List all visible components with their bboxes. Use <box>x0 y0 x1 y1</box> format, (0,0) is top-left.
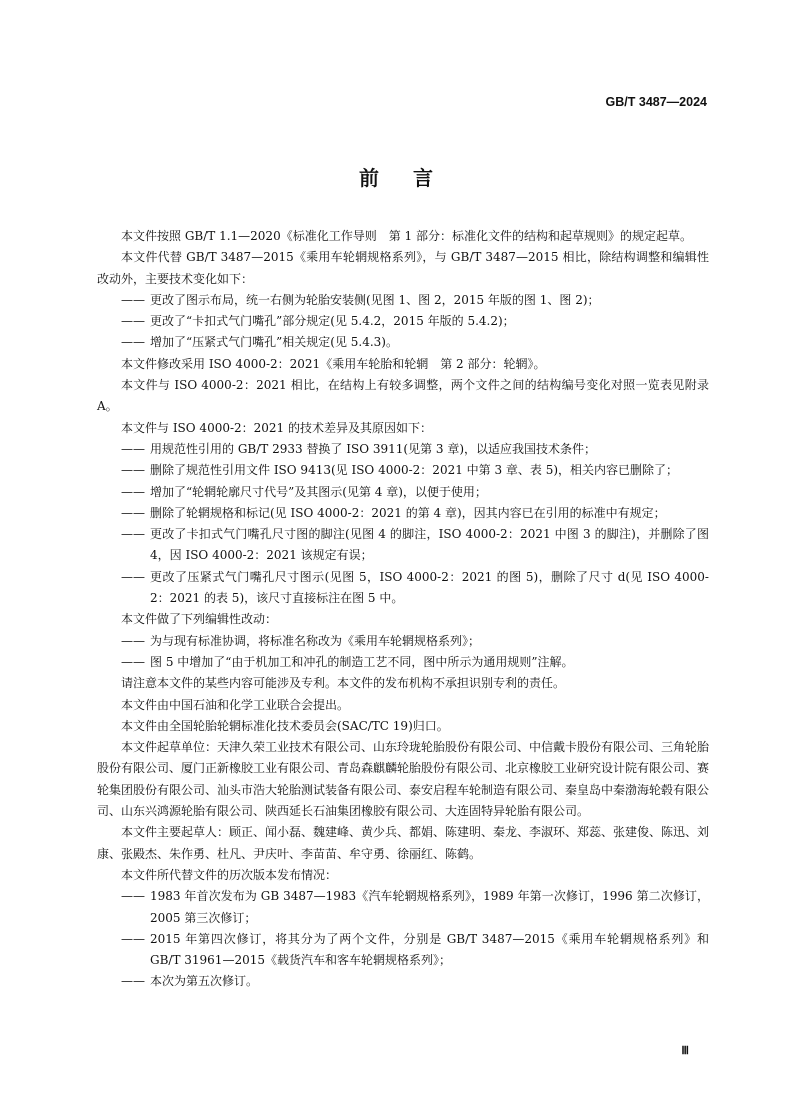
list-item-text: 2015 年第四次修订，将其分为了两个文件，分别是 GB/T 3487—2015《乘用车轮辋规格系列》和 GB/T 31961—2015《载货汽车和客车轮辋规格系列》； <box>150 931 709 968</box>
paragraph: 本文件按照 GB/T 1.1—2020《标准化工作导则 第 1 部分：标准化文件的结构和起草规则》的规定起草。 <box>121 229 692 243</box>
paragraph: 本文件代替 GB/T 3487—2015《乘用车轮辋规格系列》，与 GB/T 3487—2015 相比，除结构调整和编辑性改动外，主要技术变化如下： <box>97 250 709 286</box>
list-item-text: 本次为第五次修订。 <box>150 974 259 989</box>
document-body <box>97 226 709 993</box>
dash-marker: —— <box>121 931 145 946</box>
list-item-text: 1983 年首次发布为 GB 3487—1983《汽车轮辋规格系列》，1989 年第一次修订，1996 第二次修订，2005 第三次修订； <box>150 889 709 925</box>
dash-marker: —— <box>121 441 145 456</box>
list-item-text: 用规范性引用的 GB/T 2933 替换了 ISO 3911(见第 3 章)，以适应我国技术条件； <box>150 441 597 456</box>
dash-marker: —— <box>121 463 145 478</box>
list-item <box>97 311 709 332</box>
list-item <box>97 290 709 311</box>
list-item-text: 更改了“卡扣式气门嘴孔”部分规定(见 5.4.2，2015 年版的 5.4.2)； <box>150 314 515 329</box>
dash-marker: —— <box>121 569 145 584</box>
list-item <box>97 482 709 503</box>
dash-marker: —— <box>121 484 145 499</box>
list-item-text: 更改了压紧式气门嘴孔尺寸图示(见图 5，ISO 4000-2：2021 的图 5)，删除了尺寸 d(见 ISO 4000-2：2021 的表 5)，该尺寸直接标注在图 5 中。 <box>150 569 709 606</box>
list-item <box>97 886 709 929</box>
dash-marker: —— <box>121 974 145 989</box>
list-item <box>97 971 709 992</box>
list-item-text: 为与现有标准协调，将标准名称改为《乘用车轮辋规格系列》； <box>150 633 481 648</box>
dash-marker: —— <box>121 889 145 904</box>
dash-marker: —— <box>121 527 145 542</box>
list-item-text: 删除了轮辋规格和标记(见 ISO 4000-2：2021 的第 4 章)，因其内容已在引用的标准中有规定； <box>150 505 666 520</box>
paragraph: 本文件由全国轮胎轮辋标准化技术委员会(SAC/TC 19)归口。 <box>121 718 449 733</box>
paragraph: 本文件修改采用 ISO 4000-2：2021《乘用车轮胎和轮辋 第 2 部分：轮辋》。 <box>121 356 546 371</box>
list-item <box>97 929 709 972</box>
list-item <box>97 439 709 460</box>
dash-marker: —— <box>121 335 145 350</box>
dash-marker: —— <box>121 292 145 307</box>
paragraph: 请注意本文件的某些内容可能涉及专利。本文件的发布机构不承担识别专利的责任。 <box>121 676 566 691</box>
list-item-text: 更改了卡扣式气门嘴孔尺寸图的脚注(见图 4 的脚注，ISO 4000-2：2021 中图 3 的脚注)，并删除了图 4，因 ISO 4000-2：2021 该规定有误； <box>150 527 709 563</box>
paragraph: 本文件与 ISO 4000-2：2021 的技术差异及其原因如下： <box>121 420 433 435</box>
paragraph: 本文件与 ISO 4000-2：2021 相比，在结构上有较多调整，两个文件之间的结构编号变化对照一览表见附录 A。 <box>97 378 709 414</box>
list-item-text: 删除了规范性引用文件 ISO 9413(见 ISO 4000-2：2021 中第 3 章、表 5)，相关内容已删除了； <box>150 463 679 478</box>
dash-marker: —— <box>121 314 145 329</box>
paragraph: 本文件所代替文件的历次版本发布情况： <box>121 867 338 882</box>
page-number: Ⅲ <box>681 1045 689 1057</box>
list-item <box>97 567 709 610</box>
list-item <box>97 631 709 652</box>
list-item-text: 增加了“轮辋轮廓尺寸代号”及其图示(见第 4 章)，以便于使用； <box>150 484 487 499</box>
list-item-text: 更改了图示布局，统一右侧为轮胎安装侧(见图 1、图 2，2015 年版的图 1、图 2)； <box>150 292 600 307</box>
dash-marker: —— <box>121 633 145 648</box>
list-item-text: 增加了“压紧式气门嘴孔”相关规定(见 5.4.3)。 <box>150 335 398 350</box>
dash-marker: —— <box>121 654 145 669</box>
paragraph: 本文件主要起草人：顾正、闻小磊、魏建峰、黄少兵、都娟、陈建明、秦龙、李淑环、郑蕊、张建俊、陈迅、刘康、张殿杰、朱作勇、杜凡、尹庆叶、李苗苗、牟守勇、徐丽红、陈鹤。 <box>97 825 710 861</box>
standard-code: GB/T 3487—2024 <box>605 95 707 109</box>
paragraph: 本文件做了下列编辑性改动： <box>121 612 278 627</box>
list-item <box>97 503 709 524</box>
paragraph: 本文件起草单位：天津久荣工业技术有限公司、山东玲珑轮胎股份有限公司、中信戴卡股份有限公司、三角轮胎股份有限公司、厦门正新橡胶工业有限公司、青岛森麒麟轮胎股份有限公司、北京橡胶工业研究设计院有限公司、赛轮集团股份有限公司、汕头市浩大轮胎测试装备有限公司、泰安启程车轮制造有限公司、秦皇岛中秦渤海轮毂有限公司、山东兴鸿源轮胎有限公司、陕西延长石油集团橡胶有限公司、大连固特异轮胎有限公司。 <box>97 740 710 819</box>
paragraph: 本文件由中国石油和化学工业联合会提出。 <box>121 697 350 712</box>
list-item <box>97 652 709 673</box>
dash-marker: —— <box>121 505 145 520</box>
page-title: 前言 <box>359 166 467 190</box>
list-item <box>97 524 709 567</box>
list-item-text: 图 5 中增加了“由于机加工和冲孔的制造工艺不同，图中所示为通用规则”注解。 <box>150 654 574 669</box>
list-item <box>97 332 709 353</box>
list-item <box>97 460 709 481</box>
